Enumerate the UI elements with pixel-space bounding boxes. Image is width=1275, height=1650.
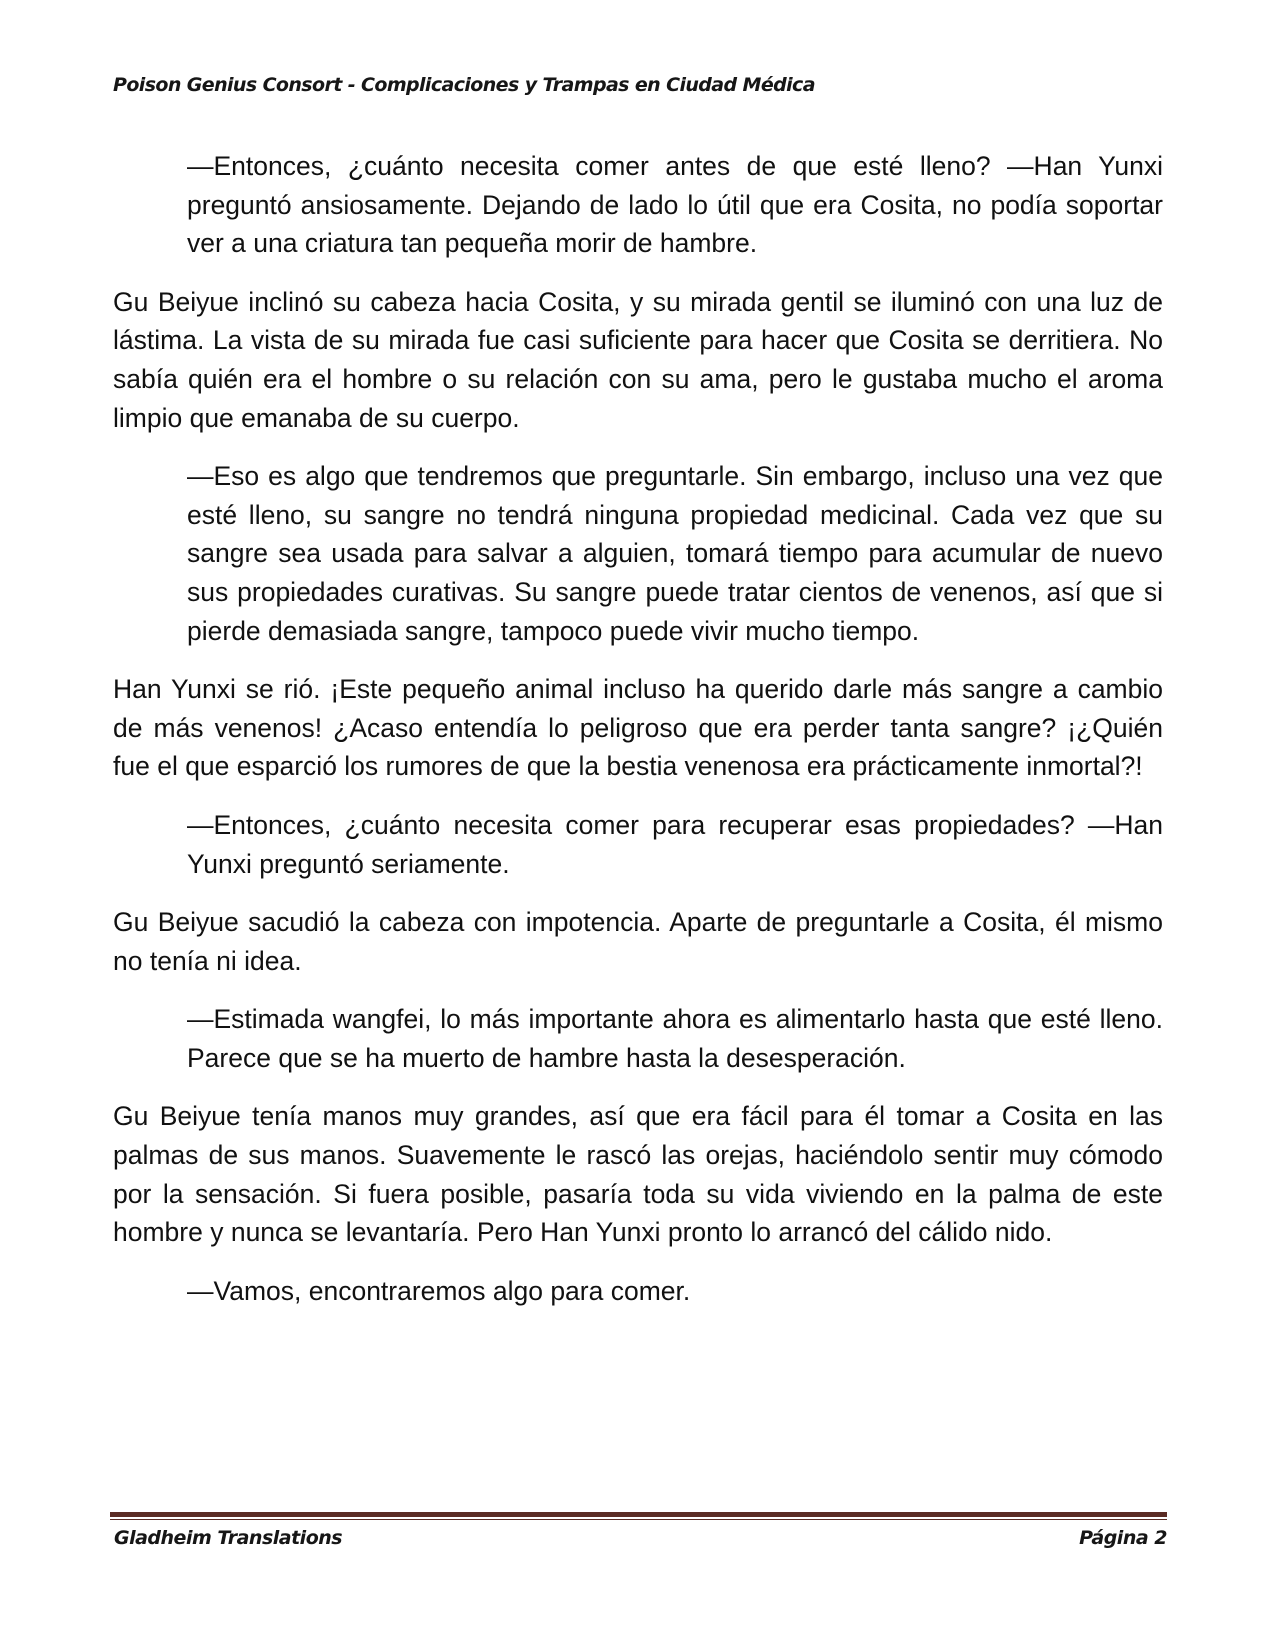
narration-paragraph: Gu Beiyue inclinó su cabeza hacia Cosita, y su mirada gentil se iluminó con una luz de lástima. La vista de su mirada fue casi suficiente para hacer que Cosita se derritiera. No sabía quién era el hombre o su relación con su ama, pero le gustaba mucho el aroma limpio que emanaba de su cuerpo. [113, 286, 1163, 433]
dialog-paragraph: —Estimada wangfei, lo más importante ahora es alimentarlo hasta que esté lleno. Parece que se ha muerto de hambre hasta la desesperación. [187, 1004, 1163, 1073]
narration-paragraph: Han Yunxi se rió. ¡Este pequeño animal incluso ha querido darle más sangre a cambio de más venenos! ¿Acaso entendía lo peligroso que era perder tanta sangre? ¡¿Quién fue el que esparció los rumores de que la bestia venenosa era prácticamente inmortal?! [113, 674, 1163, 782]
footer-divider-thick-line [110, 1512, 1167, 1517]
dialog-paragraph: —Entonces, ¿cuánto necesita comer antes de que esté lleno? —Han Yunxi preguntó ansiosamente. Dejando de lado lo útil que era Cosita, no podía soportar ver a una criatura tan pequeña morir de hambre. [187, 151, 1163, 259]
footer-divider-thin-line [110, 1519, 1167, 1520]
narration-paragraph: Gu Beiyue tenía manos muy grandes, así que era fácil para él tomar a Cosita en las palmas de sus manos. Suavemente le rascó las orejas, haciéndolo sentir muy cómodo por la sensación. Si fuera posible, pasaría toda su vida viviendo en la palma de este hombre y nunca se levantaría. Pero Han Yunxi pronto lo arrancó del cálido nido. [113, 1101, 1163, 1248]
dialog-paragraph: —Eso es algo que tendremos que preguntarle. Sin embargo, incluso una vez que esté lleno, su sangre no tendrá ninguna propiedad medicinal. Cada vez que su sangre sea usada para salvar a alguien, tomará tiempo para acumular de nuevo sus propiedades curativas. Su sangre puede tratar cientos de venenos, así que si pierde demasiada sangre, tampoco puede vivir mucho tiempo. [187, 461, 1163, 646]
dialog-paragraph: —Vamos, encontraremos algo para comer. [187, 1275, 691, 1306]
page-body [113, 147, 1163, 1330]
footer-page-number: Página 2 [1079, 1527, 1167, 1549]
footer-publisher: Gladheim Translations [114, 1527, 343, 1549]
page-header-title: Poison Genius Consort - Complicaciones y Trampas en Ciudad Médica [113, 74, 815, 96]
dialog-paragraph: —Entonces, ¿cuánto necesita comer para recuperar esas propiedades? —Han Yunxi preguntó seriamente. [187, 809, 1163, 879]
narration-paragraph: Gu Beiyue sacudió la cabeza con impotencia. Aparte de preguntarle a Cosita, él mismo no tenía ni idea. [113, 907, 1163, 976]
